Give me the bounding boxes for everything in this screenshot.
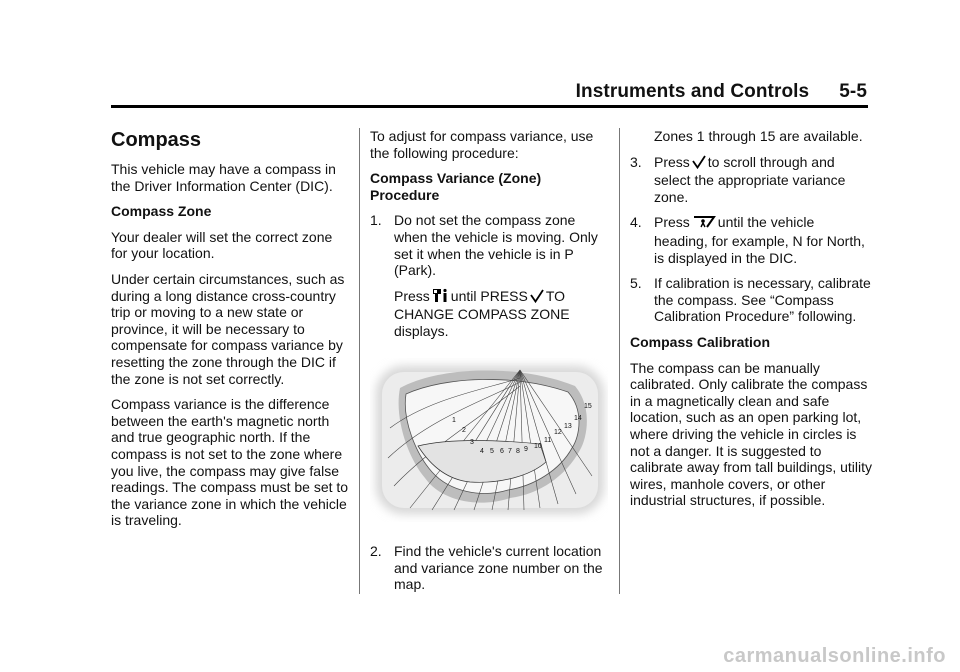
- step-1-number: 1.: [370, 212, 382, 229]
- map-zone-5: 5: [490, 448, 494, 455]
- step-4-text: [654, 214, 874, 266]
- step-2: [370, 543, 612, 593]
- step-1b-until: until PRESS: [450, 287, 528, 304]
- map-zone-12: 12: [554, 429, 562, 436]
- step-3-number: 3.: [630, 153, 642, 170]
- step-4: [630, 214, 874, 266]
- map-zone-3: 3: [470, 439, 474, 446]
- map-zone-8: 8: [516, 448, 520, 455]
- map-zone-10: 10: [534, 443, 542, 450]
- watermark: carmanualsonline.info: [723, 645, 946, 667]
- step-4-rest: heading, for example, N for North, is displayed in the DIC.: [654, 232, 865, 266]
- zones-available-text: Zones 1 through 15 are available.: [654, 128, 863, 144]
- procedure-heading: Compass Variance (Zone) Procedure: [370, 170, 542, 203]
- section-title: Compass: [111, 129, 202, 151]
- variance-paragraph: Compass variance is the difference between the earth's magnetic north and true geographic north. If the compass is not set to the zone where you live, the compass may give false readings. The compass must be set to the variance zone in which the vehicle is traveling.: [111, 396, 349, 529]
- step-2-text: Find the vehicle's current location and variance zone number on the map.: [394, 543, 603, 593]
- procedure-intro: To adjust for compass variance, use the following procedure:: [370, 128, 594, 161]
- step-1b-to: TO: [545, 287, 566, 304]
- column-divider-2: [619, 128, 620, 594]
- column-3: [630, 128, 874, 509]
- compass-zone-map: [370, 358, 608, 522]
- intro-paragraph: This vehicle may have a compass in the Driver Information Center (DIC).: [111, 161, 336, 194]
- header-section: Instruments and Controls: [575, 81, 810, 102]
- column-2-bottom: [370, 543, 612, 593]
- step-5: [630, 275, 874, 325]
- map-zone-9: 9: [524, 446, 528, 453]
- compass-zone-heading: Compass Zone: [111, 203, 212, 220]
- column-divider-1: [359, 128, 360, 594]
- step-5-number: 5.: [630, 275, 642, 292]
- map-zone-1: 1: [452, 417, 456, 424]
- map-zone-14: 14: [574, 415, 582, 422]
- step-1b: [394, 288, 612, 340]
- map-zone-13: 13: [564, 423, 572, 430]
- vehicle-info-icon: [432, 288, 449, 307]
- step-4-after: until the vehicle: [717, 214, 815, 231]
- checkmark-icon: [692, 155, 706, 173]
- step-2-number: 2.: [370, 543, 382, 559]
- step-3-after: to scroll through and: [707, 153, 835, 170]
- header-rule: [111, 105, 868, 108]
- calibration-heading: Compass Calibration: [630, 333, 771, 350]
- step-3-rest: select the appropriate variance zone.: [654, 172, 846, 205]
- map-zone-4: 4: [480, 448, 484, 455]
- column-1: [111, 128, 351, 529]
- step-4-press: Press: [654, 214, 690, 231]
- compass-zone-text: Your dealer will set the correct zone for your location.: [111, 228, 333, 262]
- step-3: [630, 154, 874, 206]
- calibration-text: The compass can be manually calibrated. Only calibrate the compass in a magnetically clean and safe location, such as an open parking lot, where driving the vehicle in circles is not a danger. It is suggested to calibrate away from tall buildings, utility wires, manhole covers, or other industrial structures, if possible.: [630, 359, 872, 509]
- step-1b-rest: CHANGE COMPASS ZONE displays.: [394, 306, 570, 339]
- step-3-text: [654, 154, 874, 206]
- step-4-number: 4.: [630, 214, 642, 231]
- variance-zone-map-drawing: [370, 358, 608, 522]
- step-1: [370, 212, 612, 339]
- column-2: [370, 128, 612, 340]
- page-number: 5-5: [839, 81, 867, 102]
- map-zone-15: 15: [584, 403, 592, 410]
- step-1-text: Do not set the compass zone when the vehicle is moving. Only set it when the vehicle is in P (Park).: [394, 212, 598, 279]
- step-5-text: If calibration is necessary, calibrate the compass. See “Compass Calibration Procedure” following.: [654, 275, 871, 325]
- map-zone-7: 7: [508, 448, 512, 455]
- step-1b-press: Press: [394, 287, 430, 304]
- map-zone-11: 11: [544, 437, 552, 444]
- map-zone-2: 2: [462, 427, 466, 434]
- step-3-press: Press: [654, 153, 690, 170]
- circumstances-paragraph: Under certain circumstances, such as during a long distance cross-country trip or moving to a new state or province, it will be necessary to compensate for compass variance by resetting the zone through the DIC if the zone is not set correctly.: [111, 270, 345, 387]
- checkmark-icon: [530, 289, 544, 307]
- header-title: [576, 81, 867, 103]
- trip-fuel-icon: [692, 214, 716, 233]
- map-zone-6: 6: [500, 448, 504, 455]
